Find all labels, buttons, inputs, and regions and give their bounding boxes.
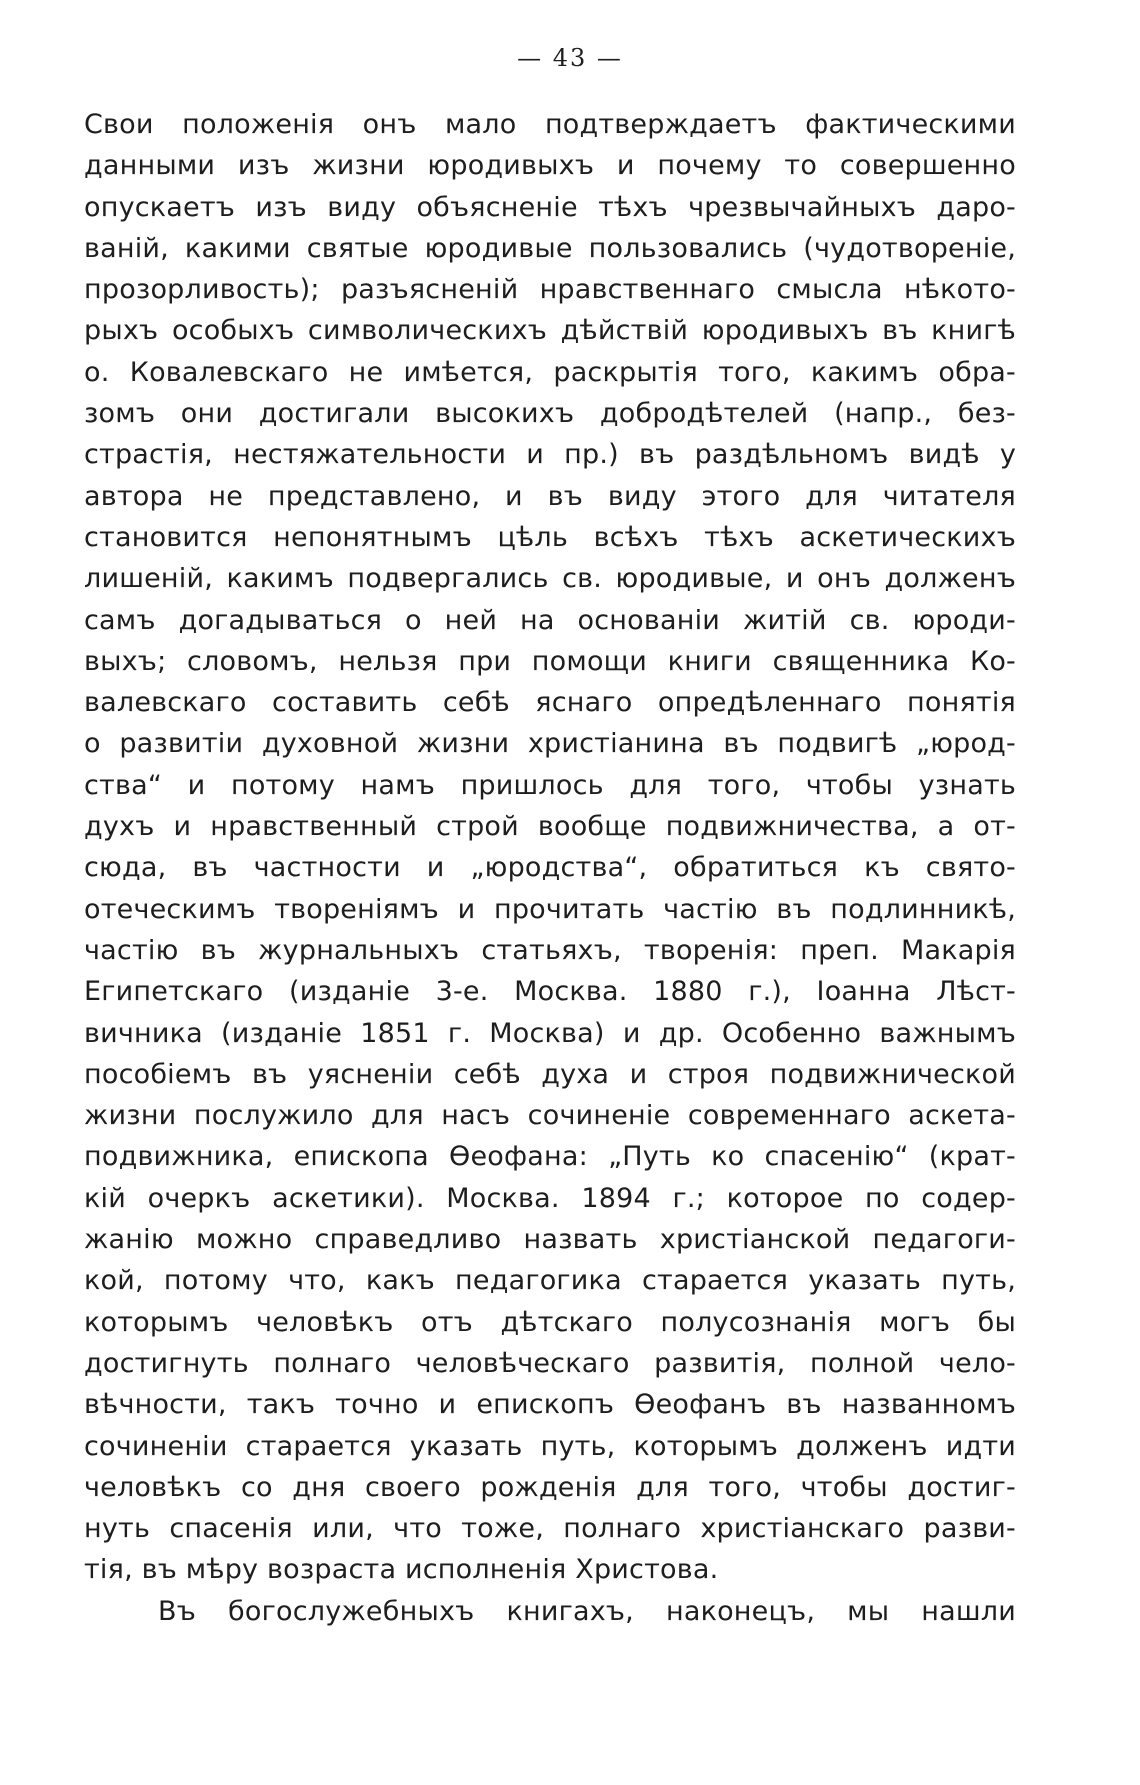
text-line: самъ догадываться о ней на основаніи житій св. юроди-	[84, 604, 1016, 636]
text-line: вѣчности, такъ точно и епископъ Ѳеофанъ въ названномъ	[84, 1389, 1016, 1421]
text-line: которымъ человѣкъ отъ дѣтскаго полусознанія могъ бы	[84, 1306, 1016, 1338]
text-line: отеческимъ твореніямъ и прочитать частію въ подлинникѣ,	[84, 893, 1016, 925]
text-line: пособіемъ въ уясненіи себѣ духа и строя подвижнической	[84, 1058, 1016, 1090]
paragraph-1	[84, 104, 1016, 1591]
text-line: опускаетъ изъ виду объясненіе тѣхъ чрезвычайныхъ даро-	[84, 191, 1016, 223]
text-line: Свои положенія онъ мало подтверждаетъ фактическими	[84, 109, 1016, 140]
text-line: человѣкъ со дня своего рожденія для того, чтобы достиг-	[84, 1471, 1016, 1503]
text-line: автора не представлено, и въ виду этого для читателя	[84, 480, 1016, 512]
text-line: духъ и нравственный строй вообще подвижничества, а от-	[84, 811, 1016, 843]
text-line: подвижника, епископа Ѳеофана: „Путь ко спасенію“ (крат-	[84, 1141, 1016, 1173]
text-line: достигнуть полнаго человѣческаго развитія, полной чело-	[84, 1347, 1016, 1379]
text-line: о развитіи духовной жизни христіанина въ подвигѣ „юрод-	[84, 728, 1016, 760]
text-line: становится непонятнымъ цѣль всѣхъ тѣхъ аскетическихъ	[84, 521, 1016, 553]
text-line: кій очеркъ аскетики). Москва. 1894 г.; которое по содер-	[84, 1182, 1016, 1214]
text-line: о. Ковалевскаго не имѣется, раскрытія того, какимъ обра-	[84, 356, 1016, 388]
text-line: частію въ журнальныхъ статьяхъ, творенія: преп. Макарія	[84, 934, 1016, 966]
text-line: жанію можно справедливо назвать христіанской педагоги-	[84, 1224, 1016, 1256]
text-line: Въ богослужебныхъ книгахъ, наконецъ, мы нашли	[158, 1595, 1016, 1627]
text-line: сочиненіи старается указать путь, которымъ долженъ идти	[84, 1430, 1016, 1462]
text-line: страстія, нестяжательности и пр.) въ раздѣльномъ видѣ у	[84, 439, 1016, 471]
paragraph-2	[84, 1591, 1016, 1632]
text-line: нуть спасенія или, что тоже, полнаго христіанскаго разви-	[84, 1513, 1016, 1545]
text-line: вичника (изданіе 1851 г. Москва) и др. Особенно важнымъ	[84, 1017, 1016, 1049]
text-line: зомъ они достигали высокихъ добродѣтелей (напр., без-	[84, 398, 1016, 430]
text-line: лишеній, какимъ подвергались св. юродивые, и онъ долженъ	[84, 563, 1016, 595]
text-line: жизни послужило для насъ сочиненіе современнаго аскета-	[84, 1100, 1016, 1132]
text-line: прозорливость); разъясненій нравственнаго смысла нѣкото-	[84, 274, 1016, 306]
text-line: Египетскаго (изданіе 3-е. Москва. 1880 г.), Іоанна Лѣст-	[84, 976, 1016, 1008]
text-line: сюда, въ частности и „юродства“, обратиться къ свято-	[84, 852, 1016, 884]
text-line: валевскаго составить себѣ яснаго опредѣленнаго понятія	[84, 687, 1016, 719]
text-line: тія, въ мѣру возраста исполненія Христова.	[84, 1554, 719, 1586]
text-line: ваній, какими святые юродивые пользовались (чудотвореніе,	[84, 232, 1016, 264]
text-line: рыхъ особыхъ символическихъ дѣйствій юродивыхъ въ книгѣ	[84, 315, 1016, 347]
page-number: — 43 —	[517, 44, 623, 72]
body-text	[84, 104, 1016, 1632]
text-line: выхъ; словомъ, нельзя при помощи книги священника Ко-	[84, 645, 1016, 677]
text-line: ства“ и потому намъ пришлось для того, чтобы узнать	[84, 769, 1016, 801]
text-line: данными изъ жизни юродивыхъ и почему то совершенно	[84, 150, 1016, 182]
text-line: кой, потому что, какъ педагогика старается указать путь,	[84, 1265, 1016, 1297]
